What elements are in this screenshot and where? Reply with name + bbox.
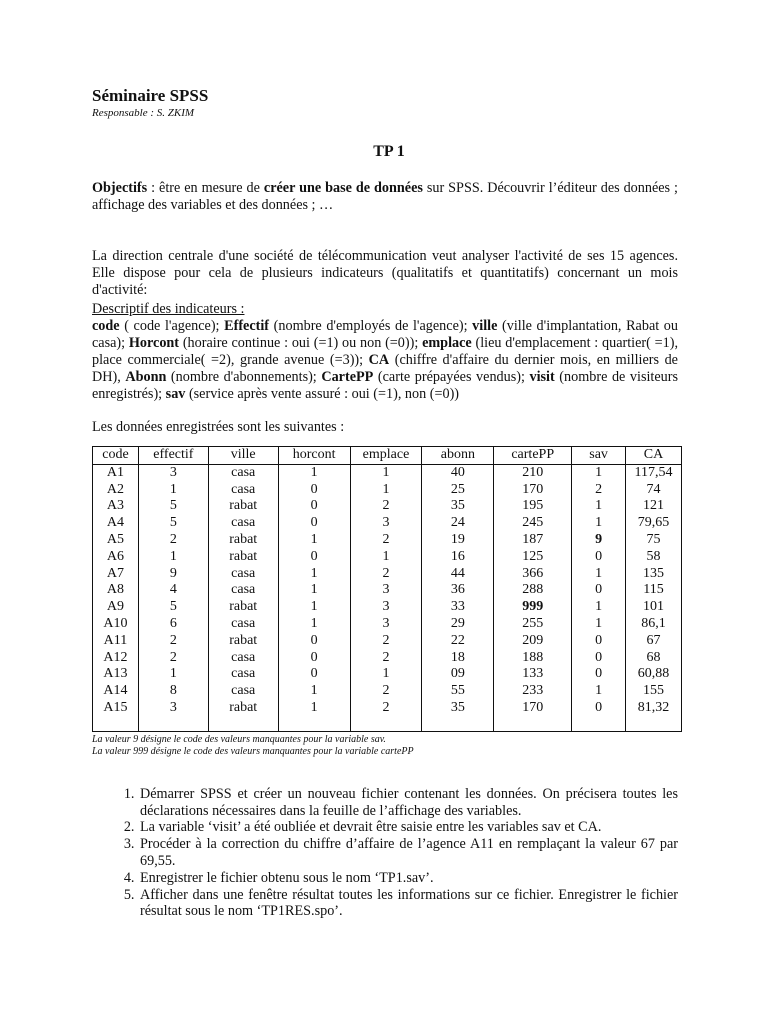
table-cell: 58 [626,549,682,566]
table-cell: 33 [422,599,494,616]
table-cell: 79,65 [626,515,682,532]
table-cell: 3 [350,599,422,616]
table-cell: casa [208,683,278,700]
table-cell: 1 [278,683,350,700]
table-row [93,666,682,683]
table-cell: rabat [208,498,278,515]
table-cell: 2 [350,532,422,549]
desc-text: (ville d'implantation, Rabat ou casa); [92,318,678,351]
table-cell: 170 [494,482,572,499]
desc-text: (nombre d'employés de l'agence); [269,318,473,334]
table-cell: 18 [422,650,494,667]
table-cell: 0 [572,582,626,599]
table-cell: 24 [422,515,494,532]
table-cell: 1 [572,498,626,515]
table-cell: 3 [138,464,208,481]
table-cell: 187 [494,532,572,549]
desc-text: (carte prépayées vendus); [373,369,530,385]
table-cell: 1 [572,515,626,532]
table-cell: casa [208,666,278,683]
table-notes [92,734,678,758]
table-row [93,599,682,616]
table-cell: 155 [626,683,682,700]
table-row [93,515,682,532]
table-cell: 2 [138,650,208,667]
intro-paragraph: La direction centrale d'une société de télécommunication veut analyser l'activité de ses 15 agences. Elle dispose pour cela de plusieurs indicateurs (qualitatifs et quantitatifs) concernant un mois d'activité: [92,248,678,298]
table-cell: rabat [208,599,278,616]
table-cell: 36 [422,582,494,599]
table-row [93,566,682,583]
table-cell: 09 [422,666,494,683]
table-cell: 2 [138,532,208,549]
table-cell: 0 [572,549,626,566]
table-cell: 288 [494,582,572,599]
table-cell: 25 [422,482,494,499]
table-cell: 86,1 [626,616,682,633]
table-row [93,482,682,499]
table-cell: A10 [93,616,139,633]
table-cell: 3 [350,616,422,633]
table-cell: A4 [93,515,139,532]
table-cell: 170 [494,700,572,731]
table-header-row [93,447,682,465]
table-cell: 117,54 [626,464,682,481]
table-cell: rabat [208,549,278,566]
column-header-ville: ville [208,447,278,465]
table-cell: 4 [138,582,208,599]
table-cell: 366 [494,566,572,583]
table-cell: 1 [572,599,626,616]
table-cell: 2 [138,633,208,650]
desc-text: (nombre de visiteurs enregistrés); [92,369,678,402]
var-abonn: Abonn [125,369,167,385]
desc-text: (chiffre d'affaire du dernier mois, en milliers de DH), [92,352,678,385]
table-cell: 1 [278,599,350,616]
table-cell: A12 [93,650,139,667]
table-row [93,650,682,667]
table-cell: 1 [278,566,350,583]
table-cell: 2 [350,566,422,583]
instruction-item: 4. Enregistrer le fichier obtenu sous le nom ‘TP1.sav’. [138,870,678,887]
table-cell: 2 [350,683,422,700]
table-cell: 74 [626,482,682,499]
table-cell: rabat [208,633,278,650]
table-cell: 1 [138,666,208,683]
table-cell: 5 [138,515,208,532]
table-cell: 0 [572,666,626,683]
table-cell: 1 [278,464,350,481]
table-cell: 3 [350,582,422,599]
table-cell: 115 [626,582,682,599]
var-ville: ville [472,318,498,334]
instruction-item: 3. Procéder à la correction du chiffre d’affaire de l’agence A11 en remplaçant la valeur 67 par 69,55. [138,836,678,870]
desc-text: ( code l'agence); [119,318,225,334]
table-cell: 44 [422,566,494,583]
table-cell: 68 [626,650,682,667]
document-title: Séminaire SPSS [92,86,209,105]
table-cell: 8 [138,683,208,700]
table-cell: 125 [494,549,572,566]
table-cell: 19 [422,532,494,549]
table-row [93,700,682,731]
table-cell: 1 [350,549,422,566]
var-ca: CA [368,352,390,368]
table-cell: 101 [626,599,682,616]
table-cell: 5 [138,498,208,515]
table-cell: 6 [138,616,208,633]
table-cell: 35 [422,700,494,731]
table-cell: 2 [350,633,422,650]
table-cell: casa [208,582,278,599]
table-cell: 999 [494,599,572,616]
instruction-item: 2. La variable ‘visit’ a été oubliée et devrait être saisie entre les variables sav et CA. [138,819,678,836]
column-header-abonn: abonn [422,447,494,465]
column-header-ca: CA [626,447,682,465]
table-cell: rabat [208,700,278,731]
var-effectif: Effectif [224,318,270,334]
table-cell: 1 [572,683,626,700]
objectifs-text-2: sur SPSS. Découvrir l’éditeur des données ; affichage des variables et des données ; … [92,180,678,213]
table-cell: 1 [278,700,350,731]
table-cell: 22 [422,633,494,650]
table-cell: 2 [572,482,626,499]
table-cell: 195 [494,498,572,515]
table-cell: 1 [572,464,626,481]
table-cell: 1 [138,549,208,566]
document-page [92,86,678,920]
table-cell: A6 [93,549,139,566]
table-cell: 0 [278,549,350,566]
table-row [93,498,682,515]
table-cell: 35 [422,498,494,515]
table-cell: casa [208,616,278,633]
table-row [93,549,682,566]
table-cell: 75 [626,532,682,549]
table-row [93,532,682,549]
var-emplace: emplace [422,335,472,351]
objectifs-label: Objectifs [92,180,148,196]
responsable-line: Responsable : S. ZKIM [92,107,195,119]
instruction-item: 1. Démarrer SPSS et créer un nouveau fichier contenant les données. On précisera toutes les déclarations nécessaires dans la feuille de l’affichage des variables. [138,786,678,820]
desc-text: (horaire continue : oui (=1) ou non (=0)); [179,335,423,351]
descriptif-paragraph [92,318,678,403]
objectifs-bold: créer une base de données [263,180,423,196]
table-cell: 133 [494,666,572,683]
var-sav: sav [165,386,186,402]
table-cell: 1 [350,464,422,481]
note-sav: La valeur 9 désigne le code des valeurs manquantes pour la variable sav. [92,733,386,745]
var-cartepp: CartePP [321,369,374,385]
table-cell: 0 [572,650,626,667]
table-cell: A1 [93,464,139,481]
table-cell: 9 [572,532,626,549]
table-cell: A2 [93,482,139,499]
table-cell: 67 [626,633,682,650]
data-table [92,446,682,732]
var-code: code [92,318,120,334]
table-cell: A8 [93,582,139,599]
table-cell: 0 [278,633,350,650]
table-cell: 1 [278,582,350,599]
table-cell: 135 [626,566,682,583]
table-row [93,683,682,700]
table-cell: 0 [278,482,350,499]
table-cell: 0 [572,633,626,650]
table-cell: A14 [93,683,139,700]
table-cell: 1 [350,666,422,683]
table-cell: 55 [422,683,494,700]
table-cell: 188 [494,650,572,667]
table-cell: 81,32 [626,700,682,731]
table-cell: 209 [494,633,572,650]
table-cell: casa [208,482,278,499]
table-cell: 121 [626,498,682,515]
table-cell: 0 [278,515,350,532]
table-cell: 0 [278,650,350,667]
table-cell: A11 [93,633,139,650]
column-header-code: code [93,447,139,465]
table-cell: 1 [572,566,626,583]
table-cell: 3 [138,700,208,731]
table-row [93,616,682,633]
table-cell: 40 [422,464,494,481]
table-row [93,633,682,650]
table-cell: 29 [422,616,494,633]
table-cell: A7 [93,566,139,583]
table-cell: casa [208,566,278,583]
var-horcont: Horcont [128,335,180,351]
var-visit: visit [529,369,555,385]
table-cell: 5 [138,599,208,616]
table-cell: 2 [350,650,422,667]
table-cell: rabat [208,532,278,549]
desc-text: (service après vente assuré : oui (=1), non (=0)) [185,386,460,402]
table-cell: 255 [494,616,572,633]
table-cell: casa [208,515,278,532]
objectifs-paragraph [92,180,678,214]
table-cell: 16 [422,549,494,566]
column-header-cartepp: cartePP [494,447,572,465]
desc-text: (lieu d'emplacement : quartier( =1), place commerciale( =2), grande avenue (=3)); [92,335,678,368]
table-cell: 0 [572,700,626,731]
donnees-intro: Les données enregistrées sont les suivantes : [92,419,345,435]
table-cell: 1 [350,482,422,499]
instructions-list [92,786,678,920]
table-cell: 1 [278,532,350,549]
table-cell: 1 [572,616,626,633]
table-cell: A5 [93,532,139,549]
tp-heading: TP 1 [373,143,405,160]
table-cell: 3 [350,515,422,532]
note-cartepp: La valeur 999 désigne le code des valeurs manquantes pour la variable cartePP [92,745,414,757]
table-cell: 2 [350,498,422,515]
column-header-horcont: horcont [278,447,350,465]
descriptif-heading: Descriptif des indicateurs : [92,301,245,317]
table-cell: casa [208,464,278,481]
table-cell: A9 [93,599,139,616]
column-header-effectif: effectif [138,447,208,465]
table-cell: 9 [138,566,208,583]
table-cell: A13 [93,666,139,683]
table-cell: 0 [278,666,350,683]
table-cell: 1 [138,482,208,499]
table-cell: A15 [93,700,139,731]
table-cell: 233 [494,683,572,700]
table-cell: 245 [494,515,572,532]
table-cell: 210 [494,464,572,481]
desc-text: (nombre d'abonnements); [166,369,322,385]
instruction-item: 5. Afficher dans une fenêtre résultat toutes les informations sur ce fichier. Enregistrer le fichier résultat sous le nom ‘TP1RES.spo’. [138,887,678,921]
table-row [93,464,682,481]
column-header-emplace: emplace [350,447,422,465]
table-cell: A3 [93,498,139,515]
column-header-sav: sav [572,447,626,465]
objectifs-text-1: : être en mesure de [147,180,264,196]
table-cell: 1 [278,616,350,633]
table-row [93,582,682,599]
table-cell: 60,88 [626,666,682,683]
table-cell: 0 [278,498,350,515]
table-cell: casa [208,650,278,667]
table-cell: 2 [350,700,422,731]
